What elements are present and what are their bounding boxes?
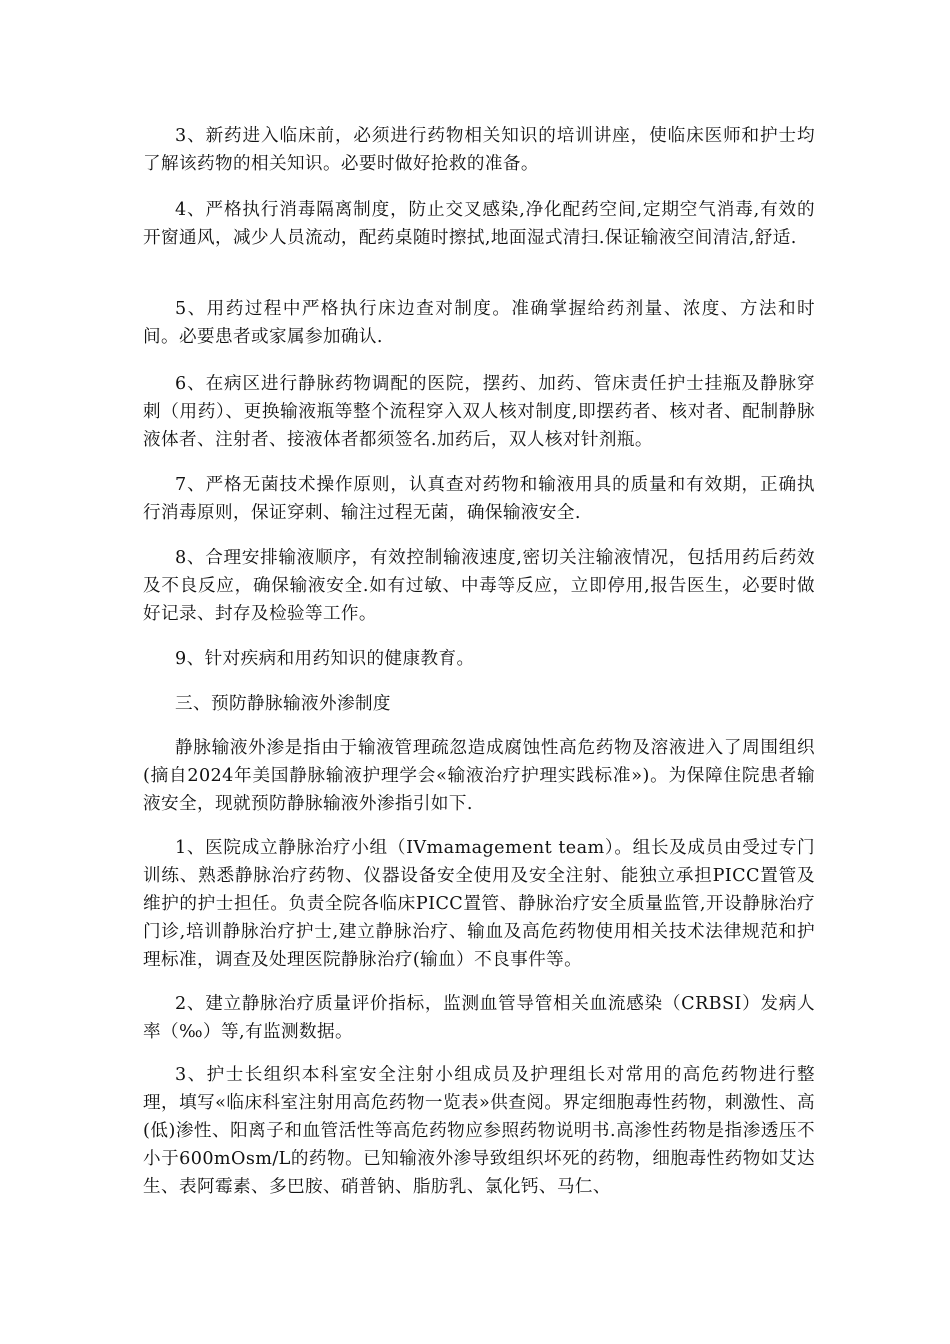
paragraph-4-disinfection: 4、严格执行消毒隔离制度，防止交叉感染,净化配药空间,定期空气消毒,有效的开窗通风，减少人员流动，配药桌随时擦拭,地面湿式清扫.保证输液空间清洁,舒适.	[143, 200, 815, 248]
paragraph-6-double-check: 6、在病区进行静脉药物调配的医院，摆药、加药、管床责任护士挂瓶及静脉穿刺（用药）、更换输液瓶等整个流程穿入双人核对制度,即摆药者、核对者、配制静脉液体者、注射者、接液体者都须签名.加药后，双人核对针剂瓶。	[143, 374, 815, 450]
paragraph-7-aseptic: 7、严格无菌技术操作原则，认真查对药物和输液用具的质量和有效期，正确执行消毒原则，保证穿刺、输注过程无菌，确保输液安全.	[143, 475, 815, 523]
section-heading-extravasation: 三、预防静脉输液外渗制度	[175, 694, 391, 714]
paragraph-9-health-education: 9、针对疾病和用药知识的健康教育。	[175, 649, 475, 669]
paragraph-3-high-risk-drugs: 3、护士长组织本科室安全注射小组成员及护理组长对常用的高危药物进行整理，填写«临床科室注射用高危药物一览表»供查阅。界定细胞毒性药物，刺激性、高(低)渗性、阳离子和血管活性等高危药物应参照药物说明书.高渗性药物是指渗透压不小于600mOsm/L的药物。已知输液外渗导致组织坏死的药物，细胞毒性药物如艾达生、表阿霉素、多巴胺、硝普钠、脂肪乳、氯化钙、马仁、	[143, 1065, 815, 1197]
paragraph-1-iv-team: 1、医院成立静脉治疗小组（IVmamagement team）。组长及成员由受过专门训练、熟悉静脉治疗药物、仪器设备安全使用及安全注射、能独立承担PICC置管及维护的护士担任。负责全院各临床PICC置管、静脉治疗安全质量监管,开设静脉治疗门诊,培训静脉治疗护士,建立静脉治疗、输血及高危药物使用相关技术法律规范和护理标准，调查及处理医院静脉治疗(输血）不良事件等。	[143, 838, 815, 970]
paragraph-extravasation-definition: 静脉输液外渗是指由于输液管理疏忽造成腐蚀性高危药物及溶液进入了周围组织(摘自2024年美国静脉输液护理学会«输液治疗护理实践标准»)。为保障住院患者输液安全，现就预防静脉输液外渗指引如下.	[143, 738, 815, 814]
paragraph-8-infusion-order: 8、合理安排输液顺序，有效控制输液速度,密切关注输液情况，包括用药后药效及不良反应，确保输液安全.如有过敏、中毒等反应，立即停用,报告医生，必要时做好记录、封存及检验等工作。	[143, 548, 815, 624]
paragraph-3-new-drug-training: 3、新药进入临床前，必须进行药物相关知识的培训讲座，使临床医师和护士均了解该药物的相关知识。必要时做好抢救的准备。	[143, 126, 815, 174]
paragraph-5-bedside-check: 5、用药过程中严格执行床边查对制度。准确掌握给药剂量、浓度、方法和时间。必要患者或家属参加确认.	[143, 299, 815, 347]
paragraph-2-quality-indicators: 2、建立静脉治疗质量评价指标，监测血管导管相关血流感染（CRBSI）发病人率（‰）等,有监测数据。	[143, 994, 815, 1042]
